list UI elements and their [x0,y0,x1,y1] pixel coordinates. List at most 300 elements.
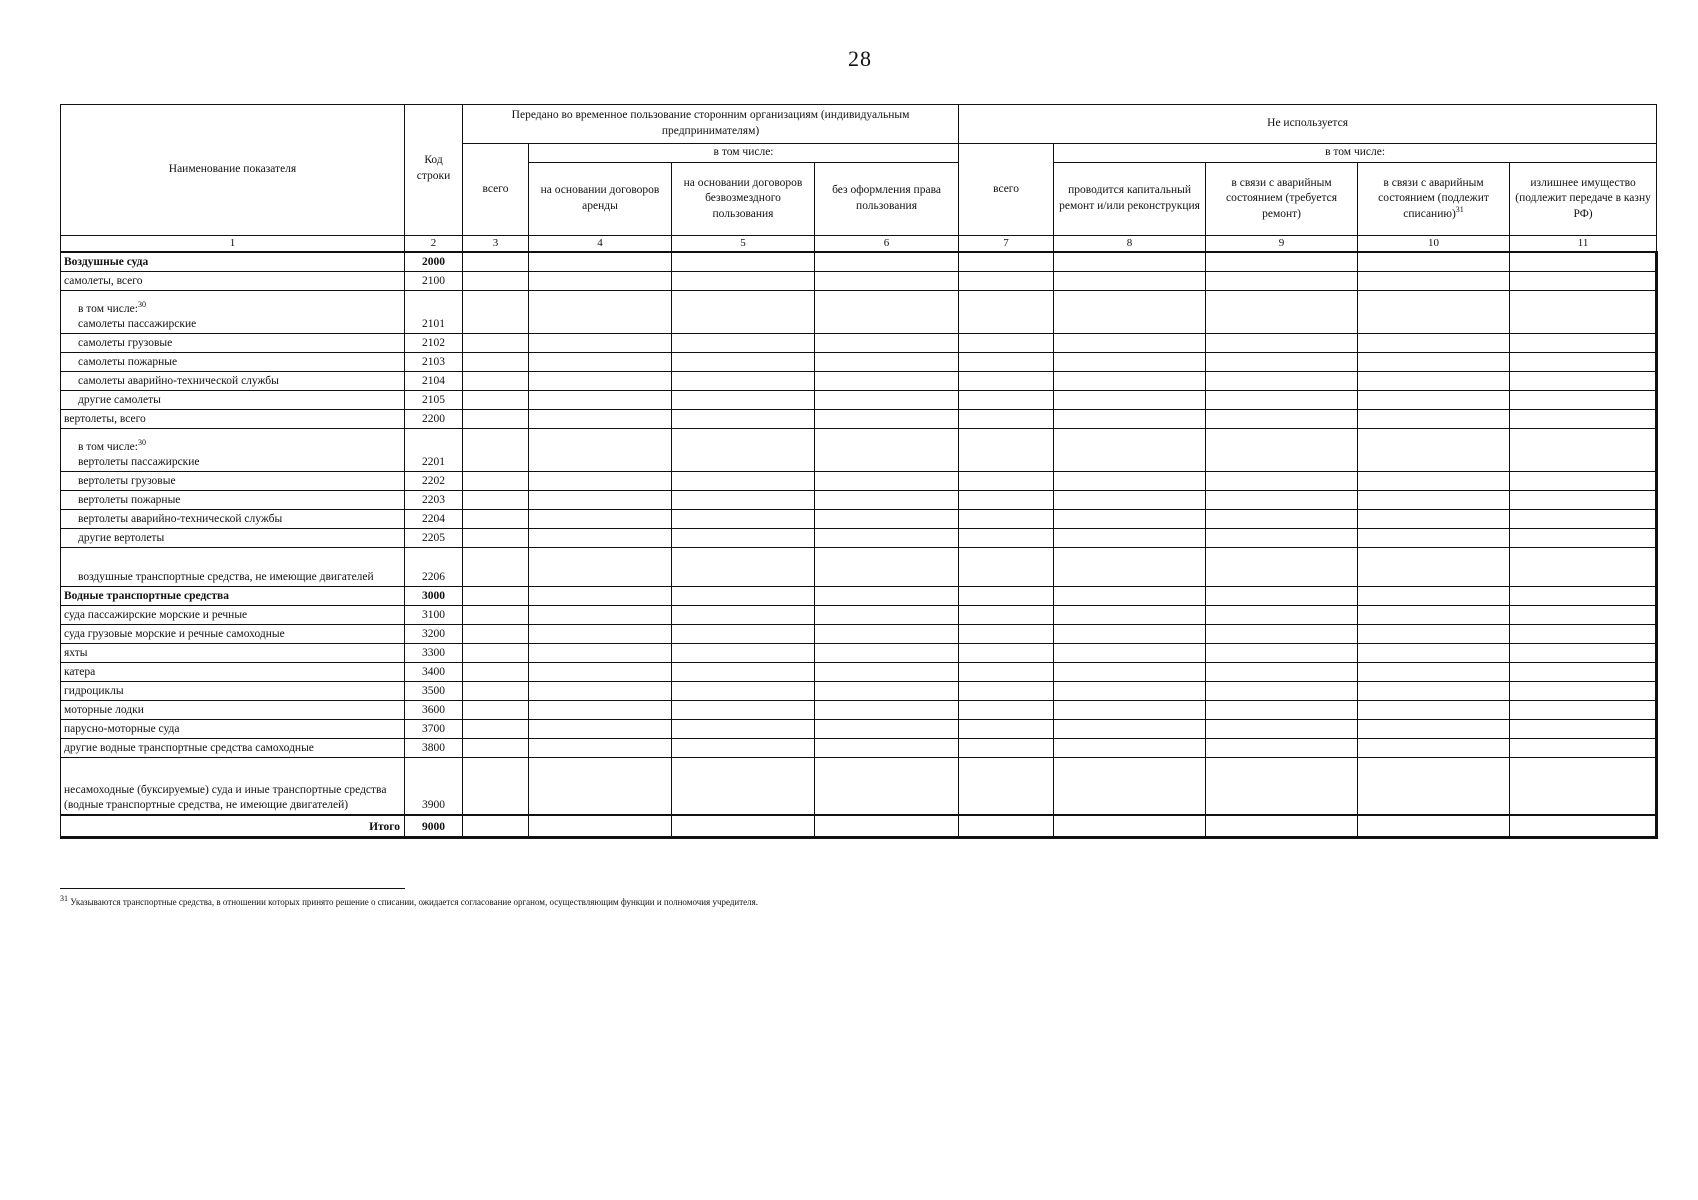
row-code: 3400 [405,662,463,681]
data-cell[interactable] [1358,290,1510,333]
data-cell[interactable] [1206,605,1358,624]
data-cell[interactable] [959,290,1054,333]
data-cell[interactable] [529,624,672,643]
data-cell[interactable] [815,738,959,757]
data-cell[interactable] [1206,738,1358,757]
data-cell[interactable] [1054,815,1206,838]
data-cell[interactable] [463,719,529,738]
data-cell[interactable] [463,409,529,428]
data-cell[interactable] [1206,409,1358,428]
data-cell[interactable] [959,490,1054,509]
column-number: 9 [1206,236,1358,252]
data-cell[interactable] [529,605,672,624]
data-cell[interactable] [1206,662,1358,681]
data-cell[interactable] [1054,662,1206,681]
data-cell[interactable] [529,528,672,547]
data-cell[interactable] [1206,586,1358,605]
data-cell[interactable] [959,662,1054,681]
data-cell[interactable] [1510,333,1657,352]
data-cell[interactable] [1206,371,1358,390]
data-cell[interactable] [672,490,815,509]
row-code: 3200 [405,624,463,643]
data-cell[interactable] [959,428,1054,471]
data-cell[interactable] [463,681,529,700]
table-body [61,252,1657,838]
data-cell[interactable] [529,815,672,838]
row-sublabel [78,299,401,318]
data-cell[interactable] [529,252,672,272]
header-emergency-writeoff [1358,163,1510,236]
data-cell[interactable] [463,624,529,643]
data-cell[interactable] [463,547,529,586]
data-cell[interactable] [1206,624,1358,643]
data-cell[interactable] [529,547,672,586]
footnote-ref: 30 [137,437,146,447]
header-unused-incl: в том числе: [1054,144,1657,163]
data-cell[interactable] [1206,290,1358,333]
data-cell[interactable] [1054,390,1206,409]
data-cell[interactable] [672,271,815,290]
row-code: 2105 [405,390,463,409]
row-label-text: вертолеты пассажирские [78,456,200,469]
data-cell[interactable] [959,738,1054,757]
data-cell[interactable] [1358,662,1510,681]
data-cell[interactable] [529,681,672,700]
row-label [61,738,405,757]
data-cell[interactable] [815,390,959,409]
data-cell[interactable] [1358,528,1510,547]
data-cell[interactable] [1054,681,1206,700]
data-cell[interactable] [463,252,529,272]
data-cell[interactable] [815,700,959,719]
data-cell[interactable] [1510,681,1657,700]
data-cell[interactable] [1510,409,1657,428]
data-cell[interactable] [959,371,1054,390]
data-cell[interactable] [815,719,959,738]
data-cell[interactable] [815,605,959,624]
data-cell[interactable] [1358,738,1510,757]
data-cell[interactable] [672,547,815,586]
data-cell[interactable] [463,700,529,719]
data-cell[interactable] [672,662,815,681]
data-cell[interactable] [1358,757,1510,815]
data-cell[interactable] [1054,490,1206,509]
row-code: 3900 [405,757,463,815]
data-cell[interactable] [672,700,815,719]
data-cell[interactable] [1358,586,1510,605]
data-cell[interactable] [959,586,1054,605]
row-label [61,624,405,643]
table-row [61,719,1657,738]
row-code: 2203 [405,490,463,509]
data-cell[interactable] [815,662,959,681]
data-cell[interactable] [529,290,672,333]
data-cell[interactable] [959,252,1054,272]
data-cell[interactable] [959,528,1054,547]
header-lease: на основании договоров аренды [529,163,672,236]
data-cell[interactable] [672,252,815,272]
data-cell[interactable] [1206,528,1358,547]
data-cell[interactable] [1054,528,1206,547]
data-cell[interactable] [672,605,815,624]
data-cell[interactable] [529,371,672,390]
data-cell[interactable] [1358,352,1510,371]
row-label-text: гидроциклы [64,685,124,698]
data-cell[interactable] [463,757,529,815]
data-cell[interactable] [672,757,815,815]
data-cell[interactable] [1358,815,1510,838]
data-cell[interactable] [1358,409,1510,428]
data-cell[interactable] [672,815,815,838]
row-code: 3100 [405,605,463,624]
data-cell[interactable] [529,509,672,528]
data-cell[interactable] [1358,509,1510,528]
data-cell[interactable] [815,371,959,390]
data-cell[interactable] [1510,490,1657,509]
data-cell[interactable] [959,471,1054,490]
data-cell[interactable] [529,757,672,815]
data-cell[interactable] [1054,605,1206,624]
data-cell[interactable] [672,643,815,662]
row-sublabel-text: в том числе: [78,440,138,453]
row-label-text: воздушные транспортные средства, не имеющие двигателей [78,571,374,584]
data-cell[interactable] [529,738,672,757]
data-cell[interactable] [959,509,1054,528]
row-label [61,333,405,352]
footnote-ref: 31 [1455,204,1464,214]
data-cell[interactable] [1054,509,1206,528]
data-cell[interactable] [959,681,1054,700]
data-cell[interactable] [529,471,672,490]
data-cell[interactable] [815,471,959,490]
data-cell[interactable] [1510,371,1657,390]
data-cell[interactable] [815,490,959,509]
data-cell[interactable] [463,290,529,333]
table-row [61,586,1657,605]
data-cell[interactable] [1054,719,1206,738]
data-cell[interactable] [1510,643,1657,662]
data-cell[interactable] [1206,700,1358,719]
data-cell[interactable] [463,586,529,605]
data-cell[interactable] [959,815,1054,838]
data-cell[interactable] [463,428,529,471]
footnote-ref: 30 [137,299,146,309]
data-cell[interactable] [1054,271,1206,290]
data-cell[interactable] [1358,333,1510,352]
data-cell[interactable] [529,643,672,662]
data-cell[interactable] [463,662,529,681]
data-cell[interactable] [1206,719,1358,738]
data-cell[interactable] [1358,390,1510,409]
data-cell[interactable] [672,352,815,371]
data-cell[interactable] [1206,547,1358,586]
row-label [61,271,405,290]
data-cell[interactable] [1054,738,1206,757]
footnote [60,894,759,907]
data-cell[interactable] [463,471,529,490]
table-row [61,509,1657,528]
data-cell[interactable] [463,605,529,624]
data-cell[interactable] [1510,290,1657,333]
data-cell[interactable] [815,428,959,471]
data-cell[interactable] [529,428,672,471]
row-label [61,662,405,681]
row-label [61,490,405,509]
data-cell[interactable] [1510,390,1657,409]
data-cell[interactable] [1206,681,1358,700]
table-row [61,547,1657,586]
data-cell[interactable] [672,719,815,738]
column-number: 6 [815,236,959,252]
data-cell[interactable] [959,700,1054,719]
data-cell[interactable] [463,333,529,352]
data-cell[interactable] [1510,352,1657,371]
data-cell[interactable] [1358,471,1510,490]
data-cell[interactable] [1510,547,1657,586]
header-group-transferred: Передано во временное пользование сторонним организациям (индивидуальным предпринимателям) [463,105,959,144]
data-cell[interactable] [1358,271,1510,290]
data-cell[interactable] [672,333,815,352]
table-row [61,757,1657,815]
column-number: 10 [1358,236,1510,252]
data-cell[interactable] [1358,719,1510,738]
data-cell[interactable] [1054,624,1206,643]
data-cell[interactable] [1510,252,1657,272]
table-row [61,271,1657,290]
data-cell[interactable] [672,471,815,490]
data-cell[interactable] [815,547,959,586]
data-cell[interactable] [1206,490,1358,509]
table-row [61,333,1657,352]
data-cell[interactable] [672,428,815,471]
row-code: 2103 [405,352,463,371]
data-cell[interactable] [959,757,1054,815]
data-cell[interactable] [672,528,815,547]
data-cell[interactable] [959,719,1054,738]
row-label [61,528,405,547]
header-group-unused: Не используется [959,105,1657,144]
data-cell[interactable] [1054,700,1206,719]
row-label-text: Водные транспортные средства [64,590,229,603]
data-cell[interactable] [815,757,959,815]
data-cell[interactable] [1054,471,1206,490]
data-cell[interactable] [463,490,529,509]
table-row [61,643,1657,662]
data-cell[interactable] [1510,757,1657,815]
data-cell[interactable] [1206,643,1358,662]
data-cell[interactable] [959,409,1054,428]
row-code: 3600 [405,700,463,719]
data-cell[interactable] [1206,390,1358,409]
data-cell[interactable] [463,352,529,371]
data-cell[interactable] [1054,586,1206,605]
data-cell[interactable] [529,409,672,428]
header-transferred-total: всего [463,144,529,236]
row-label [61,643,405,662]
data-cell[interactable] [815,352,959,371]
header-emergency-repair: в связи с аварийным состоянием (требуется ремонт) [1206,163,1358,236]
header-surplus: излишнее имущество (подлежит передаче в казну РФ) [1510,163,1657,236]
data-cell[interactable] [672,290,815,333]
data-cell[interactable] [672,738,815,757]
row-label-text: вертолеты пожарные [78,494,181,507]
data-cell[interactable] [1358,490,1510,509]
row-sublabel [78,437,401,456]
data-cell[interactable] [529,352,672,371]
row-label-text: самолеты пожарные [78,356,178,369]
row-label-text: другие самолеты [78,394,161,407]
data-cell[interactable] [1206,509,1358,528]
row-label [61,757,405,815]
data-cell[interactable] [1054,428,1206,471]
data-cell[interactable] [815,624,959,643]
row-label-text: самолеты аварийно-технической службы [78,375,279,388]
row-sublabel-text: в том числе: [78,302,138,315]
data-cell[interactable] [1206,252,1358,272]
data-cell[interactable] [815,252,959,272]
data-cell[interactable] [463,271,529,290]
row-label [61,719,405,738]
data-cell[interactable] [815,815,959,838]
data-cell[interactable] [672,390,815,409]
page-number: 28 [848,46,872,71]
data-cell[interactable] [1510,624,1657,643]
data-cell[interactable] [959,605,1054,624]
row-label [61,390,405,409]
data-cell[interactable] [463,371,529,390]
row-code: 2101 [405,290,463,333]
data-cell[interactable] [672,624,815,643]
data-cell[interactable] [1206,428,1358,471]
data-cell[interactable] [1358,252,1510,272]
row-label [61,586,405,605]
data-cell[interactable] [1054,290,1206,333]
data-cell[interactable] [672,371,815,390]
data-cell[interactable] [959,624,1054,643]
table-row [61,605,1657,624]
data-cell[interactable] [1054,643,1206,662]
data-cell[interactable] [1510,586,1657,605]
footnote-divider [60,888,405,889]
data-cell[interactable] [529,586,672,605]
data-cell[interactable] [959,271,1054,290]
data-cell[interactable] [1358,371,1510,390]
data-cell[interactable] [1054,547,1206,586]
data-cell[interactable] [815,643,959,662]
data-cell[interactable] [1358,547,1510,586]
column-number: 3 [463,236,529,252]
data-cell[interactable] [672,681,815,700]
data-cell[interactable] [1358,624,1510,643]
data-cell[interactable] [1510,738,1657,757]
data-cell[interactable] [1358,681,1510,700]
data-cell[interactable] [815,509,959,528]
row-label [61,252,405,272]
data-cell[interactable] [1054,409,1206,428]
data-cell[interactable] [815,528,959,547]
data-cell[interactable] [1206,352,1358,371]
data-cell[interactable] [1510,700,1657,719]
data-cell[interactable] [672,586,815,605]
data-cell[interactable] [815,681,959,700]
data-cell[interactable] [1510,471,1657,490]
data-cell[interactable] [529,662,672,681]
header-no-right: без оформления права пользования [815,163,959,236]
data-cell[interactable] [1510,509,1657,528]
data-cell[interactable] [463,390,529,409]
data-cell[interactable] [1206,271,1358,290]
data-cell[interactable] [959,547,1054,586]
data-cell[interactable] [1358,643,1510,662]
table-row [61,662,1657,681]
data-cell[interactable] [1358,700,1510,719]
data-cell[interactable] [1206,471,1358,490]
header-name: Наименование показателя [61,105,405,236]
row-label-text: суда грузовые морские и речные самоходные [64,628,285,641]
row-code: 3700 [405,719,463,738]
table-row [61,428,1657,471]
data-cell[interactable] [1054,252,1206,272]
data-cell[interactable] [463,528,529,547]
data-cell[interactable] [672,409,815,428]
data-cell[interactable] [1206,757,1358,815]
data-cell[interactable] [463,509,529,528]
data-cell[interactable] [1054,757,1206,815]
header-free-use: на основании договоров безвозмездного пользования [672,163,815,236]
data-cell[interactable] [959,352,1054,371]
data-cell[interactable] [1206,815,1358,838]
data-cell[interactable] [529,490,672,509]
data-cell[interactable] [529,719,672,738]
data-cell[interactable] [672,509,815,528]
data-cell[interactable] [529,700,672,719]
data-cell[interactable] [815,586,959,605]
data-cell[interactable] [1510,528,1657,547]
data-cell[interactable] [463,815,529,838]
column-number-row [61,236,1657,252]
data-cell[interactable] [1358,428,1510,471]
data-cell[interactable] [1510,719,1657,738]
row-label-text: другие вертолеты [78,532,165,545]
row-label [61,290,405,333]
data-cell[interactable] [1054,333,1206,352]
table-row [61,738,1657,757]
data-cell[interactable] [529,333,672,352]
data-cell[interactable] [1054,371,1206,390]
data-cell[interactable] [529,271,672,290]
data-cell[interactable] [1510,428,1657,471]
data-cell[interactable] [815,409,959,428]
column-number: 2 [405,236,463,252]
data-cell[interactable] [815,290,959,333]
row-label [61,352,405,371]
data-cell[interactable] [1206,333,1358,352]
data-cell[interactable] [815,333,959,352]
data-cell[interactable] [463,643,529,662]
data-cell[interactable] [959,643,1054,662]
data-cell[interactable] [1510,815,1657,838]
data-cell[interactable] [959,333,1054,352]
data-cell[interactable] [1358,605,1510,624]
data-cell[interactable] [1054,352,1206,371]
data-cell[interactable] [1510,662,1657,681]
data-cell[interactable] [959,390,1054,409]
data-cell[interactable] [529,390,672,409]
data-cell[interactable] [1510,605,1657,624]
data-cell[interactable] [463,738,529,757]
data-cell[interactable] [815,271,959,290]
data-cell[interactable] [1510,271,1657,290]
